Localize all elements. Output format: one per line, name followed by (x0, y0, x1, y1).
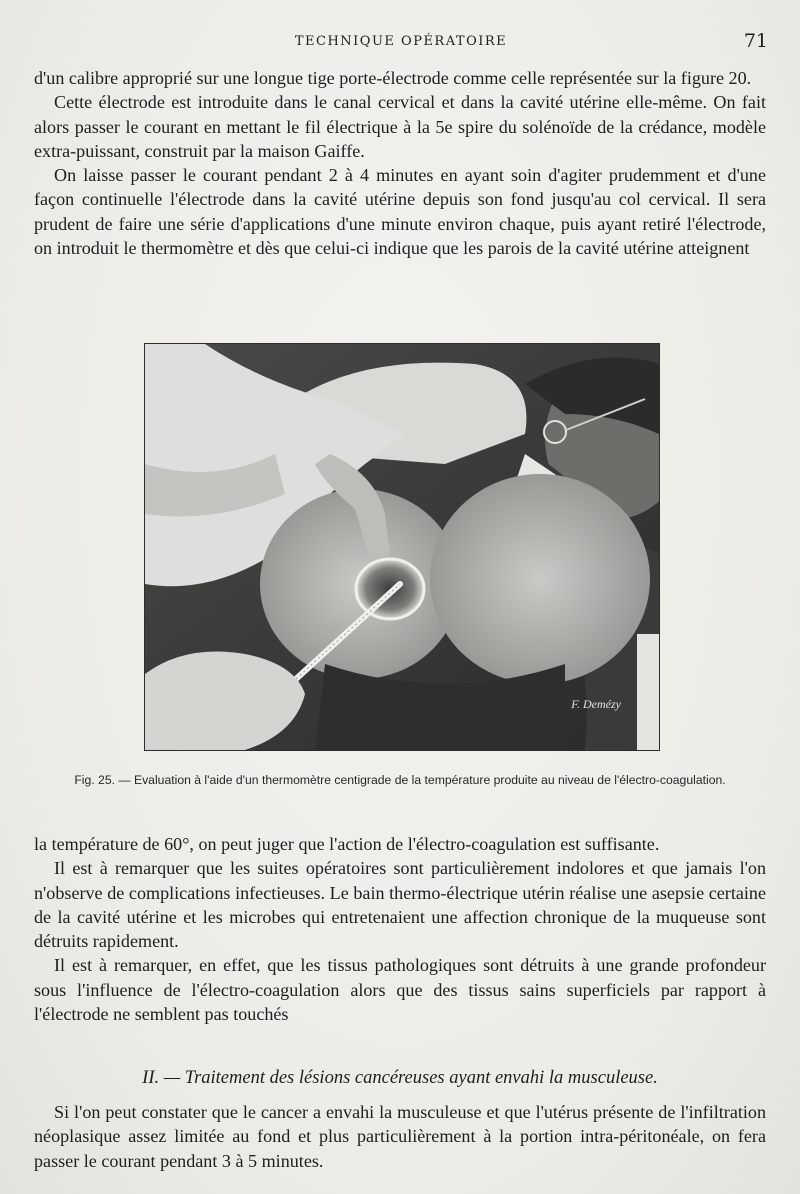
paragraph: la température de 60°, on peut juger que l'action de l'électro-coagulation est suffisante. (34, 834, 660, 854)
photograph-illustration (145, 344, 659, 750)
page-number: 71 (743, 30, 768, 52)
body-text-bottom (34, 832, 766, 1026)
paragraph: Il est à remarquer que les suites opératoires sont particulièrement indolores et que jamais l'on n'observe de complications infectieuses. Le bain thermo-électrique utérin réalise une asepsie certaine de la cavité utérine et les microbes qui entretenaient une affection chronique de la muqueuse sont détruits rapidement. (34, 858, 766, 952)
figure-photograph (144, 343, 660, 751)
figure-caption: Fig. 25. — Evaluation à l'aide d'un thermomètre centigrade de la température produite au niveau de l'électro-coagulation. (74, 773, 726, 787)
body-text-section (34, 1100, 766, 1173)
photographer-signature: F. Demézy (571, 697, 621, 711)
paragraph: Il est à remarquer, en effet, que les tissus pathologiques sont détruits à une grande profondeur sous l'influence de l'électro-coagulation alors que des tissus sains superficiels par rapport à l'électrode ne semblent pas touchés (34, 955, 766, 1025)
paragraph: Si l'on peut constater que le cancer a envahi la musculeuse et que l'utérus présente de l'infiltration néoplasique assez limitée au fond et plus particulièrement à la portion intra-péritonéale, on fera passer le courant pendant 3 à 5 minutes. (34, 1102, 766, 1171)
section-heading: II. — Traitement des lésions cancéreuses ayant envahi la musculeuse. (142, 1068, 658, 1088)
paragraph: Cette électrode est introduite dans le canal cervical et dans la cavité utérine elle-même. On fait alors passer le courant en mettant le fil électrique à la 5e spire du solénoïde de la crédance, modèle extra-puissant, construit par la maison Gaiffe. (34, 92, 766, 161)
running-head (34, 30, 768, 58)
paragraph: d'un calibre approprié sur une longue tige porte-électrode comme celle représentée sur la figure 20. (34, 68, 752, 88)
paragraph: On laisse passer le courant pendant 2 à 4 minutes en ayant soin d'agiter prudemment et d'une façon continuelle l'électrode dans la cavité utérine depuis son fond jusqu'au col cervical. Il sera prudent de faire une série d'applications d'une minute environ chaque, puis ayant retiré l'électrode, on introduit le thermomètre et dès que celui-ci indique que les parois de la cavité utérine atteignent (34, 165, 766, 259)
running-title: TECHNIQUE OPÉRATOIRE (294, 34, 508, 49)
body-text-top (34, 66, 766, 260)
